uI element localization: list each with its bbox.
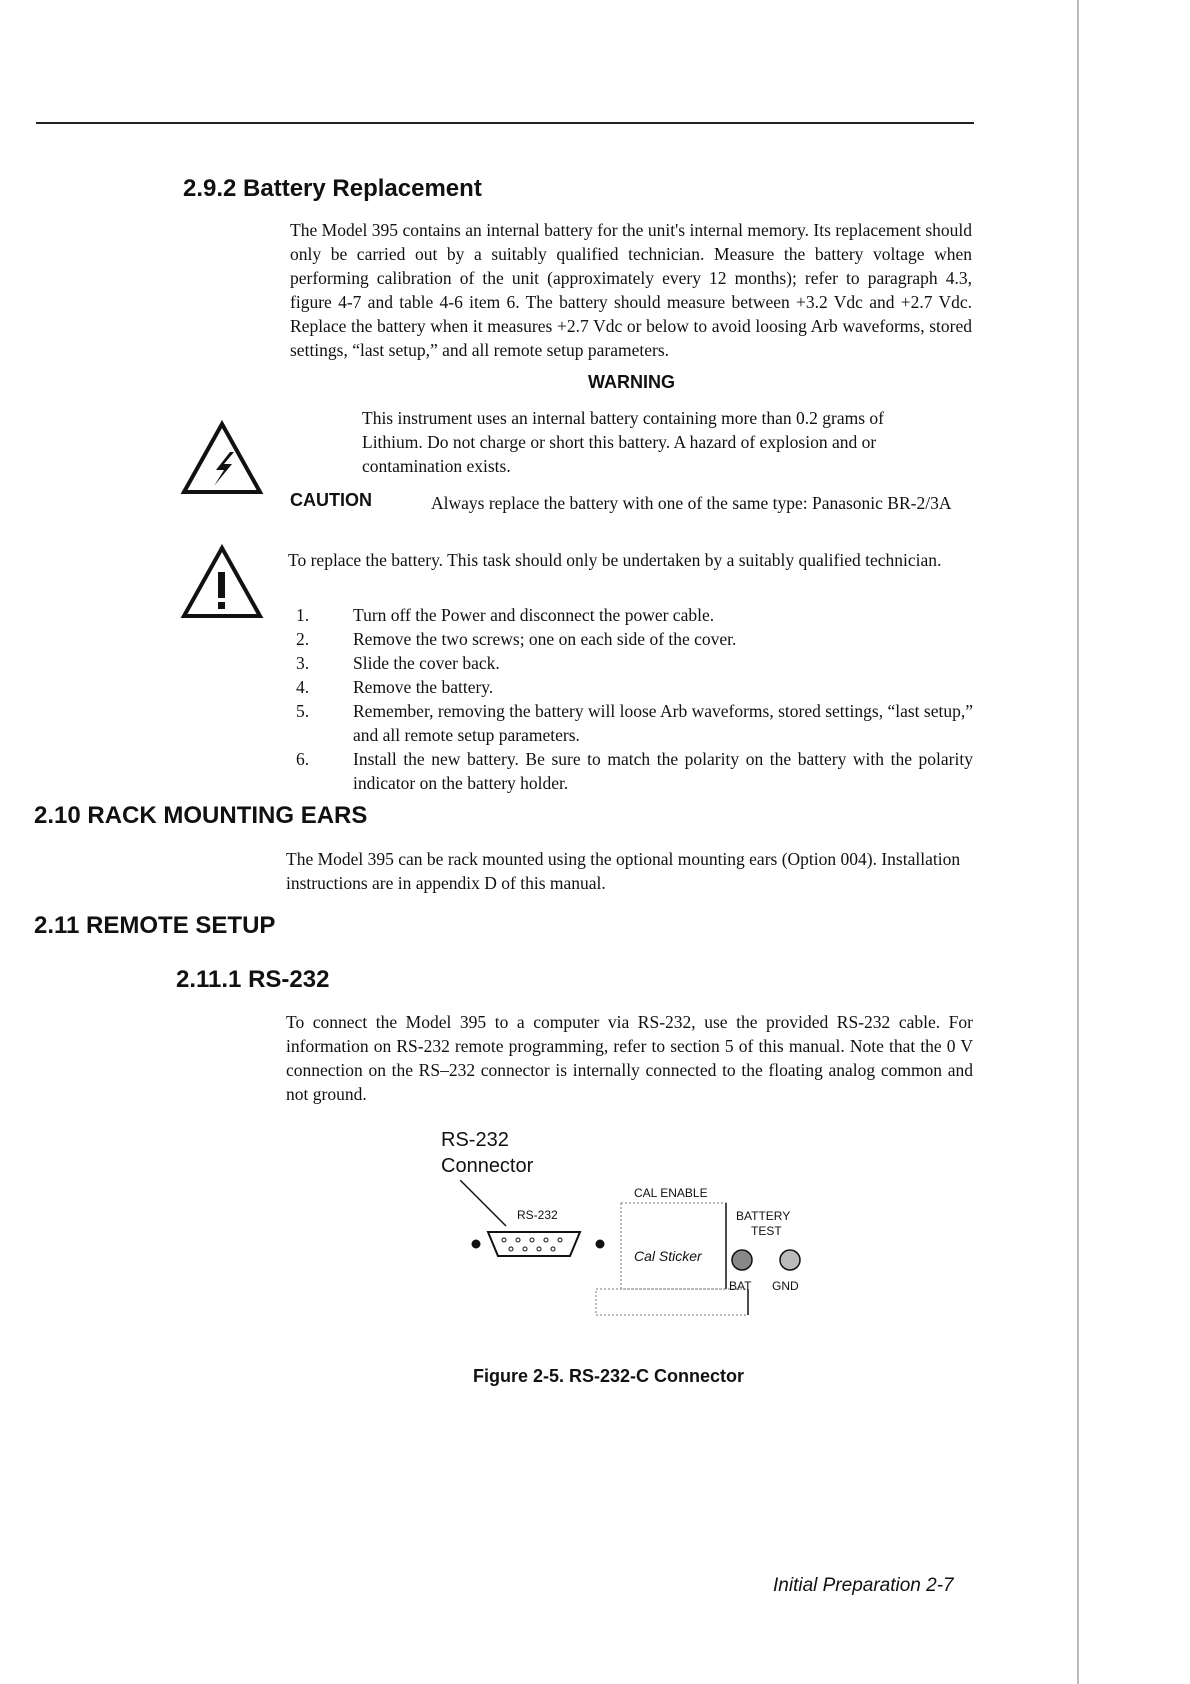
list-item: 5. Remember, removing the battery will loose Arb waveforms, stored settings, “last setup,” and all remote setup parameters.	[296, 701, 973, 745]
gnd-label: GND	[772, 1279, 799, 1293]
header-rule	[36, 122, 974, 124]
page-footer: Initial Preparation 2-7	[773, 1575, 954, 1596]
page-edge	[1077, 0, 1079, 1684]
replace-intro: To replace the battery. This task should only be undertaken by a suitably qualified technician.	[288, 550, 942, 570]
list-item: 3. Slide the cover back.	[296, 653, 500, 673]
section-heading-remote-setup: 2.11 REMOTE SETUP	[34, 912, 276, 939]
cal-sticker-label: Cal Sticker	[634, 1248, 702, 1264]
lightning-triangle-icon	[180, 420, 264, 496]
section-heading-rs232: 2.11.1 RS-232	[176, 966, 330, 993]
list-item: 6. Install the new battery. Be sure to match the polarity on the battery with the polarity indicator on the battery holder.	[296, 749, 973, 793]
caution-text: Always replace the battery with one of the same type: Panasonic BR-2/3A	[431, 493, 952, 513]
rack-paragraph: The Model 395 can be rack mounted using the optional mounting ears (Option 004). Installation instructions are in appendix D of this manual.	[286, 849, 961, 893]
cal-enable-label: CAL ENABLE	[634, 1186, 708, 1200]
list-item: 4. Remove the battery.	[296, 677, 494, 697]
list-item: 1. Turn off the Power and disconnect the power cable.	[296, 605, 715, 625]
rs232-paragraph: To connect the Model 395 to a computer via RS-232, use the provided RS-232 cable. For information on RS-232 remote programming, refer to section 5 of this manual. Note that the 0 V connection on the RS–232 connector is internally connected to the floating analog common and not ground.	[286, 1012, 973, 1104]
figure-label-rs232: RS-232	[441, 1129, 509, 1151]
section-heading-rack-mounting: 2.10 RACK MOUNTING EARS	[34, 802, 368, 829]
exclamation-triangle-icon	[180, 544, 264, 620]
warning-text: This instrument uses an internal battery containing more than 0.2 grams of Lithium. Do not charge or short this battery. A hazard of explosion and or contamination exists.	[362, 408, 884, 476]
list-item: 2. Remove the two screws; one on each side of the cover.	[296, 629, 737, 649]
section-heading-battery-replacement: 2.9.2 Battery Replacement	[183, 175, 482, 202]
figure-caption: Figure 2-5. RS-232-C Connector	[473, 1366, 745, 1386]
battery-test-label-2: TEST	[751, 1224, 782, 1238]
bat-label: BAT	[729, 1279, 752, 1293]
warning-title: WARNING	[588, 372, 675, 392]
battery-paragraph: The Model 395 contains an internal battery for the unit's internal memory. Its replacement should only be carried out by a suitably qualified technician. Measure the battery voltage when performing calibration of the unit (approximately every 12 months); refer to paragraph 4.3, figure 4-7 and table 4-6 item 6. The battery should measure between +3.2 Vdc and +2.7 Vdc. Replace the battery when it measures +2.7 Vdc or below to avoid loosing Arb waveforms, stored settings, “last setup,” and all remote setup parameters.	[290, 220, 972, 360]
caution-label: CAUTION	[290, 490, 372, 510]
figure-label-connector: Connector	[441, 1155, 534, 1177]
battery-test-label-1: BATTERY	[736, 1209, 791, 1223]
replacement-steps	[296, 603, 973, 795]
connector-label: RS-232	[517, 1208, 558, 1222]
